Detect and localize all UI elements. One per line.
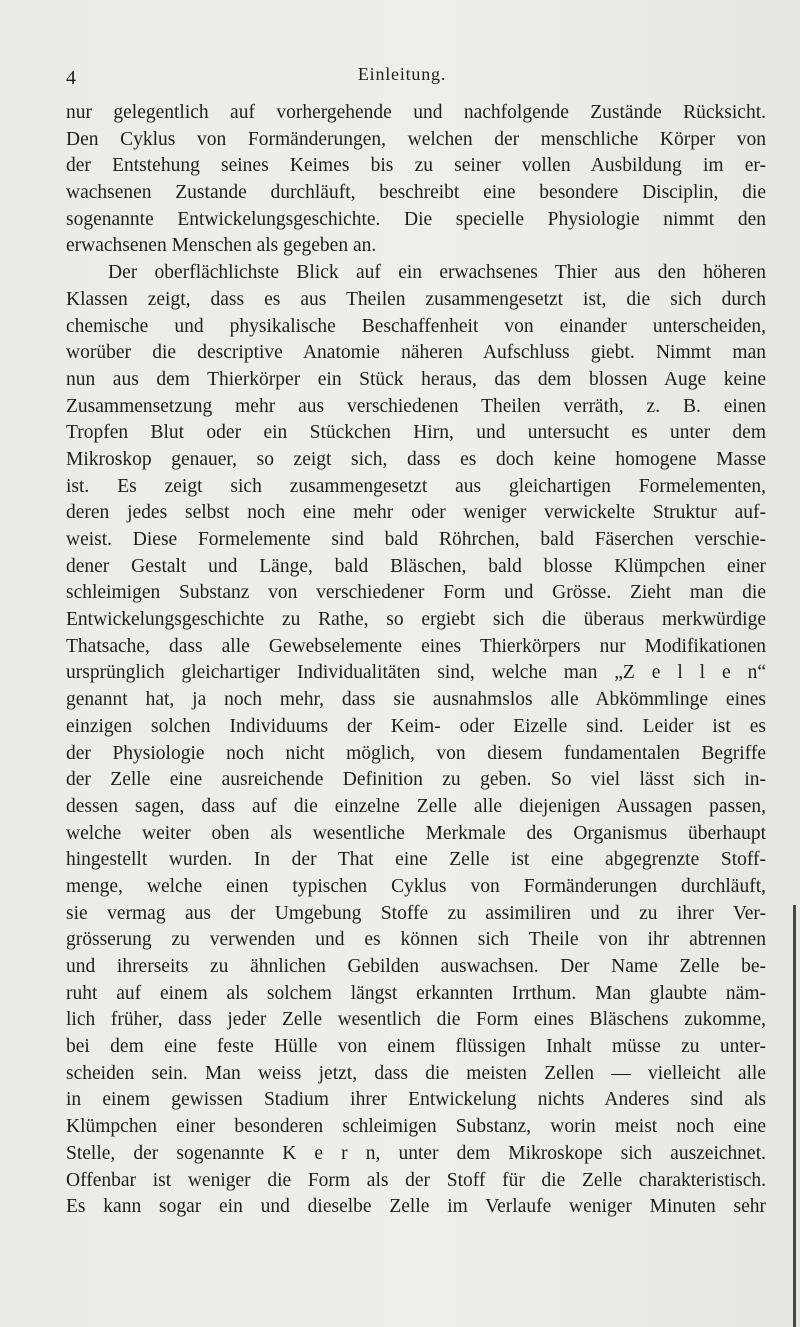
text-line: Klassen zeigt, dass es aus Theilen zusammengesetzt ist, die sich durch (66, 288, 766, 310)
page-edge-shadow (793, 905, 796, 1327)
text-line: welche weiter oben als wesentliche Merkmale des Organismus überhaupt (66, 822, 766, 844)
text-line: schleimigen Substanz von verschiedener Form und Grösse. Zieht man die (66, 582, 766, 604)
text-line: scheiden sein. Man weiss jetzt, dass die meisten Zellen — vielleicht alle (66, 1062, 766, 1084)
text-line: Entwickelungsgeschichte zu Rathe, so ergiebt sich die überaus merkwürdige (66, 609, 766, 631)
text-line: nun aus dem Thierkörper ein Stück heraus, das dem blossen Auge keine (66, 368, 766, 390)
text-line: grösserung zu verwenden und es können sich Theile von ihr abtrennen (66, 929, 766, 951)
text-line: deren jedes selbst noch eine mehr oder weniger verwickelte Struktur auf- (66, 502, 766, 524)
text-line: der Entstehung seines Keimes bis zu seiner vollen Ausbildung im er- (66, 155, 766, 177)
page-header (0, 0, 800, 100)
text-line: Thatsache, dass alle Gewebselemente eines Thierkörpers nur Modifikationen (66, 635, 766, 657)
body-text (66, 100, 766, 1221)
text-line: weist. Diese Formelemente sind bald Röhrchen, bald Fäserchen verschie- (66, 529, 766, 550)
text-line: nur gelegentlich auf vorhergehende und nachfolgende Zustände Rücksicht. (66, 102, 766, 123)
text-line: ursprünglich gleichartiger Individualitäten sind, welche man „Z e l l e n“ (66, 662, 766, 684)
text-line: menge, welche einen typischen Cyklus von Formänderungen durchläuft, (66, 875, 766, 897)
text-line: ruht auf einem als solchem längst erkannten Irrthum. Man glaubte näm- (66, 982, 766, 1004)
text-line: dessen sagen, dass auf die einzelne Zelle alle diejenigen Aussagen passen, (66, 795, 766, 817)
text-line: Zusammensetzung mehr aus verschiedenen Theilen verräth, z. B. einen (66, 395, 766, 417)
text-line: Offenbar ist weniger die Form als der Stoff für die Zelle charakteristisch. (66, 1169, 766, 1191)
text-line: genannt hat, ja noch mehr, dass sie ausnahmslos alle Abkömmlinge eines (66, 689, 766, 711)
text-line: der Zelle eine ausreichende Definition zu geben. So viel lässt sich in- (66, 769, 766, 791)
text-line: Der oberflächlichste Blick auf ein erwachsenes Thier aus den höheren (108, 262, 766, 284)
text-line: wachsenen Zustande durchläuft, beschreibt eine besondere Disciplin, die (66, 182, 766, 204)
text-line: der Physiologie noch nicht möglich, von diesem fundamentalen Begriffe (66, 742, 766, 764)
paragraph-1 (66, 100, 766, 260)
text-line: Mikroskop genauer, so zeigt sich, dass es doch keine homogene Masse (66, 448, 766, 470)
text-line: Stelle, der sogenannte K e r n, unter dem Mikroskope sich auszeichnet. (66, 1142, 766, 1164)
text-line: und ihrerseits zu ähnlichen Gebilden auswachsen. Der Name Zelle be- (66, 956, 766, 977)
text-line: einzigen solchen Individuums der Keim- oder Eizelle sind. Leider ist es (66, 715, 766, 737)
text-line: Den Cyklus von Formänderungen, welchen der menschliche Körper von (66, 128, 766, 150)
text-line: worüber die descriptive Anatomie näheren Aufschluss giebt. Nimmt man (66, 342, 766, 364)
text-line: Es kann sogar ein und dieselbe Zelle im Verlaufe weniger Minuten sehr (66, 1196, 766, 1218)
text-line: hingestellt wurden. In der That eine Zelle ist eine abgegrenzte Stoff- (66, 849, 766, 871)
text-line: erwachsenen Menschen als gegeben an. (66, 235, 377, 257)
text-line: dener Gestalt und Länge, bald Bläschen, bald blosse Klümpchen einer (66, 555, 766, 577)
text-line: in einem gewissen Stadium ihrer Entwickelung nichts Anderes sind als (66, 1089, 766, 1111)
text-line: Klümpchen einer besonderen schleimigen Substanz, worin meist noch eine (66, 1116, 766, 1138)
running-head: Einleitung. (357, 64, 447, 84)
paragraph-2 (66, 260, 766, 1221)
page-number: 4 (66, 67, 77, 89)
text-line: bei dem eine feste Hülle von einem flüssigen Inhalt müsse zu unter- (66, 1036, 766, 1058)
text-line: chemische und physikalische Beschaffenheit von einander unterscheiden, (66, 315, 766, 337)
text-line: sie vermag aus der Umgebung Stoffe zu assimiliren und zu ihrer Ver- (66, 902, 766, 924)
text-line: ist. Es zeigt sich zusammengesetzt aus gleichartigen Formelementen, (66, 475, 766, 497)
text-line: Tropfen Blut oder ein Stückchen Hirn, und untersucht es unter dem (66, 422, 766, 444)
text-line: sogenannte Entwickelungsgeschichte. Die specielle Physiologie nimmt den (66, 208, 766, 230)
text-line: lich früher, dass jeder Zelle wesentlich die Form eines Bläschens zukomme, (66, 1009, 766, 1031)
